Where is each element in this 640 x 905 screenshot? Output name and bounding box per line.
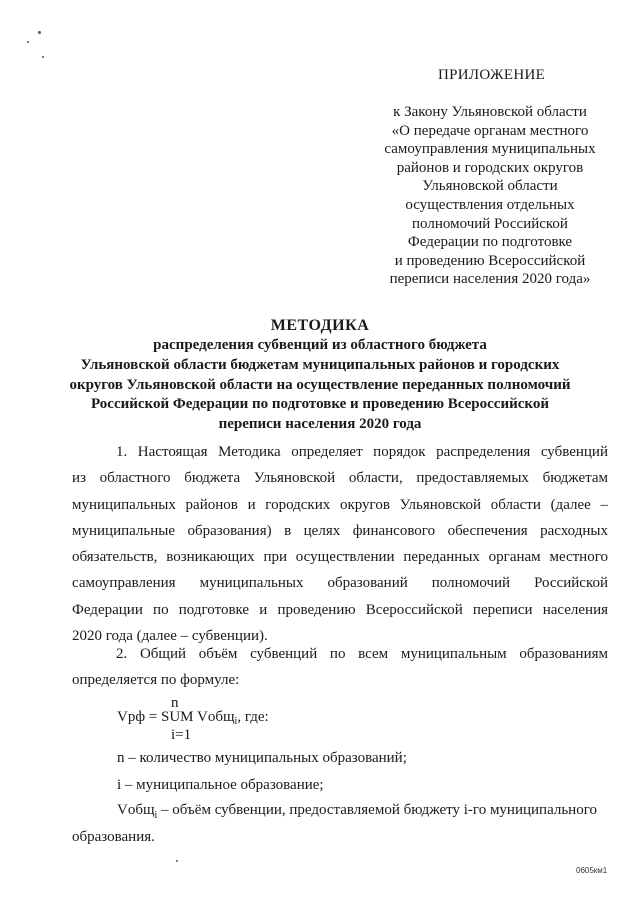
formula-upper-limit: n bbox=[171, 695, 179, 711]
subtitle-line: Ульяновской области бюджетам муниципальных районов и городских bbox=[80, 356, 560, 373]
appendix-line: Ульяновской области bbox=[422, 178, 558, 195]
appendix-line: переписи населения 2020 года» bbox=[389, 271, 591, 288]
definition-v bbox=[117, 802, 597, 821]
paragraph-1 bbox=[72, 439, 608, 649]
subtitle-line: Российской Федерации по подготовке и проведению Всероссийской bbox=[91, 396, 549, 413]
definition-n: n – количество муниципальных образований; bbox=[117, 750, 407, 766]
appendix-line: и проведению Всероссийской bbox=[394, 252, 586, 269]
appendix-line: районов и городских округов bbox=[396, 159, 584, 176]
appendix-reference bbox=[372, 103, 608, 289]
appendix-line: полномочий Российской bbox=[412, 215, 568, 232]
paragraph-line: муниципальных районов и городских округов Ульяновской области (далее – bbox=[72, 496, 608, 513]
scan-speck bbox=[176, 860, 178, 862]
definition-i: i – муниципальное образование; bbox=[117, 777, 324, 793]
paragraph-line: Федерации по подготовке и проведению Всероссийской переписи населения bbox=[72, 601, 608, 618]
appendix-line: «О передаче органам местного bbox=[391, 122, 589, 139]
paragraph-line: из областного бюджета Ульяновской области, предоставляемых бюджетам bbox=[72, 470, 608, 487]
formula-expression bbox=[117, 709, 269, 727]
formula-lhs: Vрф = SUM Vобщ bbox=[117, 709, 235, 725]
formula-tail: , где: bbox=[237, 709, 269, 725]
formula-subscript: i bbox=[234, 716, 238, 727]
paragraph-line: 2020 года (далее – субвенции). bbox=[72, 628, 268, 645]
paragraph-line: определяется по формуле: bbox=[72, 672, 240, 689]
definition-v-text: – объём субвенции, предоставляемой бюджету i-го муниципального bbox=[157, 802, 597, 818]
paragraph-line: муниципальные образования) в целях финансового обеспечения расходных bbox=[72, 522, 608, 539]
appendix-line: самоуправления муниципальных bbox=[384, 141, 596, 158]
paragraph-line: самоуправления муниципальных образований полномочий Российской bbox=[72, 575, 608, 592]
paragraph-line: обязательств, возникающих при осуществлении переданных органам местного bbox=[72, 549, 608, 566]
subtitle-line: распределения субвенций из областного бюджета bbox=[153, 337, 487, 353]
subtitle-line: переписи населения 2020 года bbox=[218, 416, 422, 433]
document-code: 0605км1 bbox=[576, 866, 608, 875]
scan-speck bbox=[38, 31, 41, 34]
definition-v-subscript: i bbox=[154, 810, 158, 821]
paragraph-line: 1. Настоящая Методика определяет порядок распределения субвенций bbox=[116, 444, 608, 460]
appendix-line: к Закону Ульяновской области bbox=[393, 104, 587, 120]
paragraph-2 bbox=[72, 641, 608, 694]
document-heading bbox=[60, 316, 580, 435]
paragraph-line: 2. Общий объём субвенций по всем муниципальным образованиям bbox=[116, 646, 608, 662]
document-subtitle bbox=[60, 336, 580, 435]
document-title: МЕТОДИКА bbox=[270, 317, 370, 334]
appendix-line: осуществления отдельных bbox=[405, 196, 575, 213]
appendix-line: Федерации по подготовке bbox=[407, 234, 573, 251]
definition-v-symbol: Vобщ bbox=[117, 802, 155, 818]
definition-v-continuation: образования. bbox=[72, 829, 155, 845]
formula-lower-limit: i=1 bbox=[171, 727, 192, 743]
scan-speck bbox=[42, 56, 44, 58]
subtitle-line: округов Ульяновской области на осуществление переданных полномочий bbox=[69, 376, 571, 393]
scan-speck bbox=[27, 41, 29, 43]
appendix-title: ПРИЛОЖЕНИЕ bbox=[438, 67, 546, 83]
